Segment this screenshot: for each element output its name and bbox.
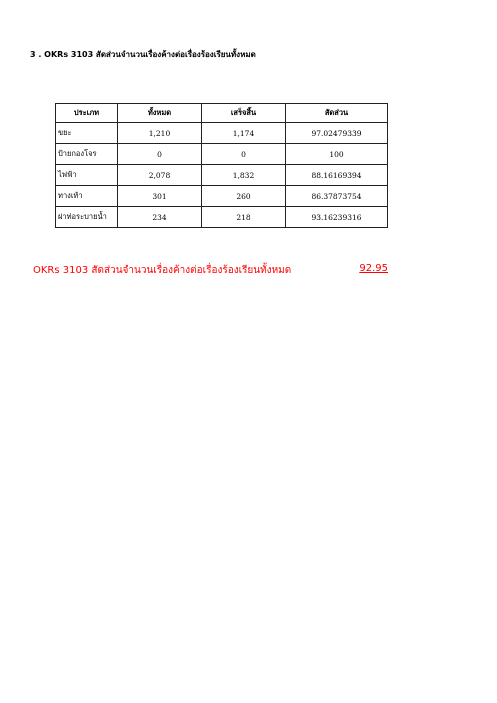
cell-completed: 1,832 (202, 165, 286, 186)
cell-ratio: 88.16169394 (286, 165, 388, 186)
cell-ratio: 93.16239316 (286, 207, 388, 228)
cell-completed: 260 (202, 186, 286, 207)
table-row (56, 144, 388, 165)
column-header-completed: เสร็จสิ้น (202, 104, 286, 123)
cell-total: 2,078 (118, 165, 202, 186)
cell-type: ขยะ (56, 123, 118, 144)
section-heading: 3 . OKRs 3103 สัดส่วนจำนวนเรื่องค้างต่อเรื่องร้องเรียนทั้งหมด (30, 50, 256, 59)
table-row (56, 186, 388, 207)
cell-type: ทางเท้า (56, 186, 118, 207)
cell-completed: 218 (202, 207, 286, 228)
cell-ratio: 100 (286, 144, 388, 165)
column-header-type: ประเภท (56, 104, 118, 123)
cell-type: ฝาท่อระบายน้ำ (56, 207, 118, 228)
cell-total: 234 (118, 207, 202, 228)
okr-table (55, 103, 388, 228)
summary-label: OKRs 3103 สัดส่วนจำนวนเรื่องค้างต่อเรื่องร้องเรียนทั้งหมด (33, 265, 292, 276)
summary-value: 92.95 (359, 263, 388, 274)
cell-ratio: 86.37873754 (286, 186, 388, 207)
cell-total: 301 (118, 186, 202, 207)
table-row (56, 207, 388, 228)
column-header-ratio: สัดส่วน (286, 104, 388, 123)
cell-total: 1,210 (118, 123, 202, 144)
table-row (56, 165, 388, 186)
cell-type: ไฟฟ้า (56, 165, 118, 186)
cell-type: ป้ายกองโจร (56, 144, 118, 165)
cell-ratio: 97.02479339 (286, 123, 388, 144)
cell-total: 0 (118, 144, 202, 165)
cell-completed: 1,174 (202, 123, 286, 144)
table-header-row (56, 104, 388, 123)
table-row (56, 123, 388, 144)
cell-completed: 0 (202, 144, 286, 165)
column-header-total: ทั้งหมด (118, 104, 202, 123)
